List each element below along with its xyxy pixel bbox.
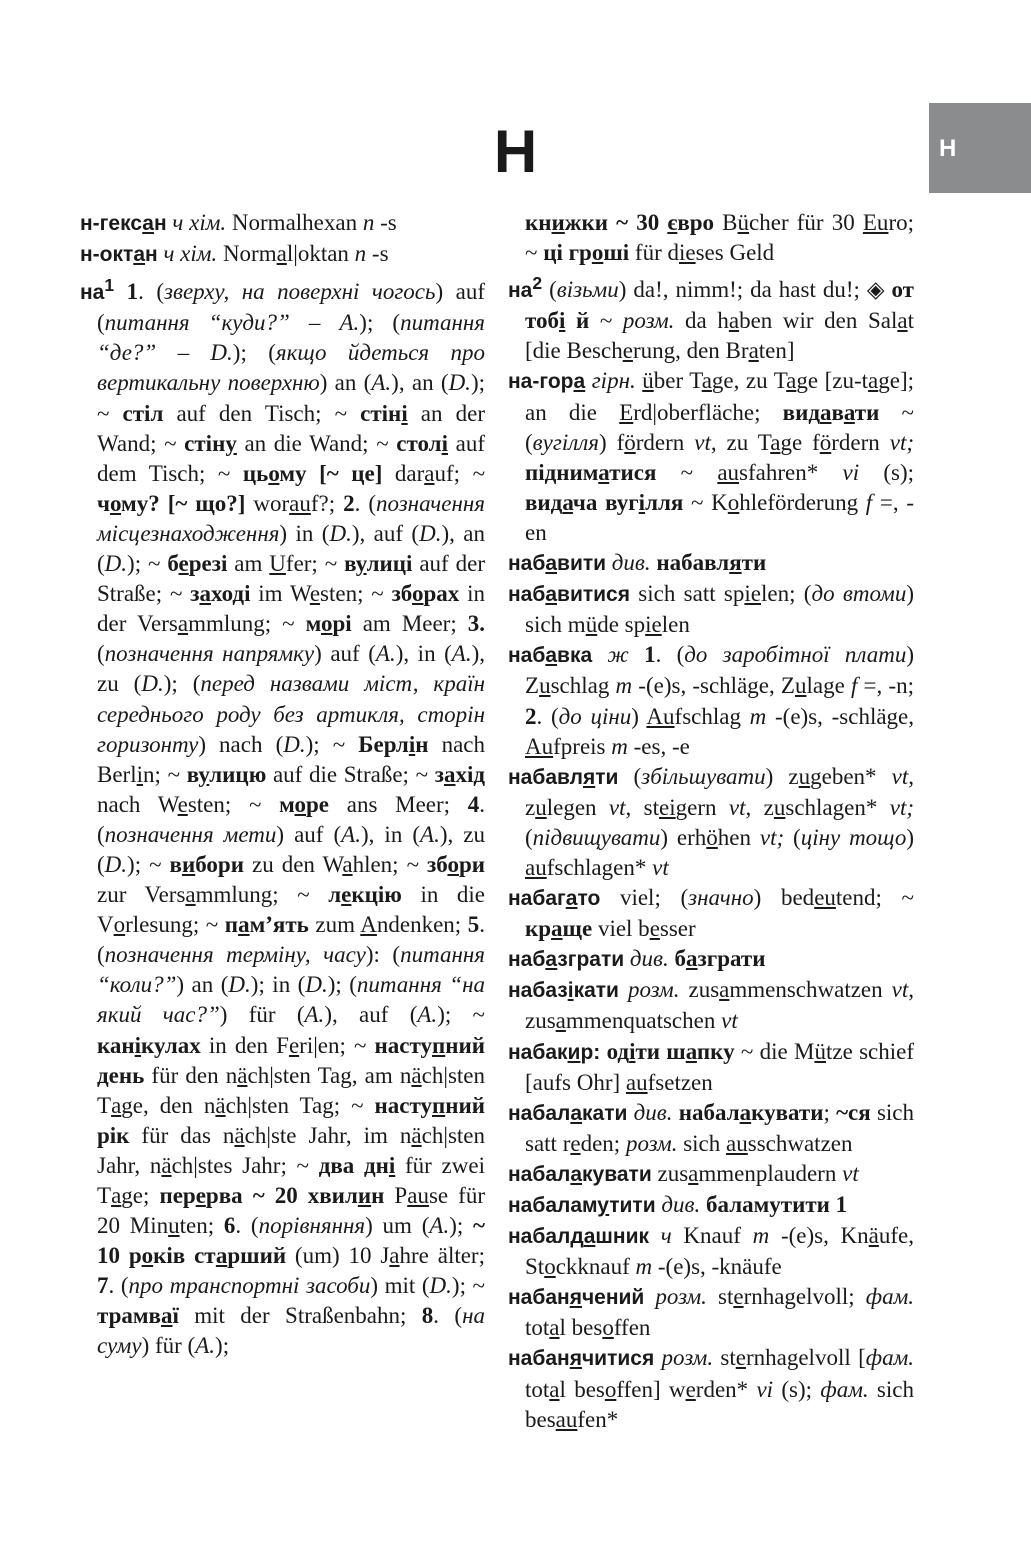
dictionary-entry: набавляти (збільшувати) zugeben* vt, zulegen vt, steigern vt, zuschlagen* vt; (підвищувати) erhöhen vt; (ціну тощо) aufschlagen* vt xyxy=(508,763,915,880)
left-column xyxy=(80,208,485,1362)
thumb-index-tab: Н xyxy=(929,103,1031,193)
dictionary-entry: набалдашник ч Knauf m -(e)s, Knäufe, Stockknauf m -(e)s, -knäufe xyxy=(508,1223,915,1280)
dictionary-entry: $на^1$ 1. (зверху, на поверхні чогось) auf (питання “куди?” – A.); (питання “де?” – D.); (якщо йдеться про вертикальну поверхню) an (A.), an (D.); ~ стіл auf den Tisch; ~ стіні an der Wand; ~ стіну an die Wand; ~ столі auf dem Tisch; ~ цьому [~ це] darauf; ~ чому? [~ що?] worauf?; 2. (позначення місцезнаходження) in (D.), auf (D.), an (D.); ~ березі am Ufer; ~ вулиці auf der Straße; ~ заході im Westen; ~ зборах in der Versammlung; ~ морі am Meer; 3. (позначення напрямку) auf (A.), in (A.), zu (D.); (перед назвами міст, країн середнього роду без артикля, сторін горизонту) nach (D.); ~ Берлін nach Berlin; ~ вулицю auf die Straße; ~ захід nach Westen; ~ море ans Meer; 4. (позначення мети) auf (A.), in (A.), zu (D.); ~ вибори zu den Wahlen; ~ збори zur Versammlung; ~ лекцію in die Vorlesung; ~ пам’ять zum Andenken; 5. (позначення терміну, часу): (питання “коли?”) an (D.); in (D.); (питання “на який час?”) für (A.), auf (A.); ~ канікулах in den Feri|en; ~ наступний день für den näch|sten Tag, am näch|sten Tage, den näch|sten Tag; ~ наступний рік für das näch|ste Jahr, im näch|sten Jahr, näch|stes Jahr; ~ два дні für zwei Tage; перерва ~ 20 хвилин Pause für 20 Minuten; 6. (порівняння) um (A.); ~ 10 років старший (um) 10 Jahre älter; 7. (про транспортні засоби) mit (D.); ~ трамваї mit der Straßenbahn; 8. (на суму) für (A.); xyxy=(80,275,486,1359)
right-column xyxy=(508,208,914,1435)
dictionary-entry: н-октан ч хім. Normal|oktan n -s xyxy=(80,241,389,267)
dictionary-entry: набавити див. набавляти xyxy=(508,550,767,576)
dictionary-entry: набалакати див. набалакувати; ~ся sich satt reden; розм. sich ausschwatzen xyxy=(508,1099,914,1156)
dictionary-entry: на-гора гірн. über Tage, zu Tage [zu-tage]; an die Erd|oberfläche; видавати ~ (вугілля) fördern vt, zu Tage fördern vt; підниматися ~ ausfahren* vi (s); видача вугілля ~ Kohleförderung f =, -en xyxy=(508,368,915,545)
dictionary-entry: набалакувати zusammenplaudern vt xyxy=(508,1160,859,1186)
dictionary-entry: набавитися sich satt spielen; (до втоми) sich müde spielen xyxy=(508,581,914,638)
dictionary-entry: н-гексан ч хім. Normalhexan n -s xyxy=(80,210,397,235)
dictionary-entry: набанячений розм. sternhagelvoll; фам. total besoffen xyxy=(508,1284,915,1341)
dictionary-entry: набазікати розм. zusammenschwatzen vt, zusammenquatschen vt xyxy=(508,977,914,1034)
dictionary-entry: книжки ~ 30 євро Bücher für 30 Euro; ~ ці гроші für dieses Geld xyxy=(525,210,914,266)
dictionary-entry: набазграти див. базграти xyxy=(508,946,766,972)
dictionary-entry: набавка ж 1. (до заробітної плати) Zuschlag m -(e)s, -schläge, Zulage f =, -n; 2. (до ціни) Aufschlag m -(e)s, -schläge, Aufpreis m -es, -e xyxy=(508,642,915,759)
dictionary-entry: набаламутити див. баламутити 1 xyxy=(508,1192,848,1217)
dictionary-entry: $на^2$ (візьми) da!, nimm!; da hast du!; ◈ от тобі й ~ розм. da haben wir den Salat [die Bescherung, den Braten] xyxy=(508,273,914,364)
dictionary-entry: набанячитися розм. sternhagelvoll [фам. total besoffen] werden* vi (s); фам. sich besaufen* xyxy=(508,1345,914,1432)
dictionary-entry: набагато viel; (значно) bedeutend; ~ краще viel besser xyxy=(508,885,915,942)
letter-heading: Н xyxy=(493,118,538,185)
dictionary-entry: набакир: одіти шапку ~ die Mütze schief [aufs Ohr] aufsetzen xyxy=(508,1038,915,1095)
